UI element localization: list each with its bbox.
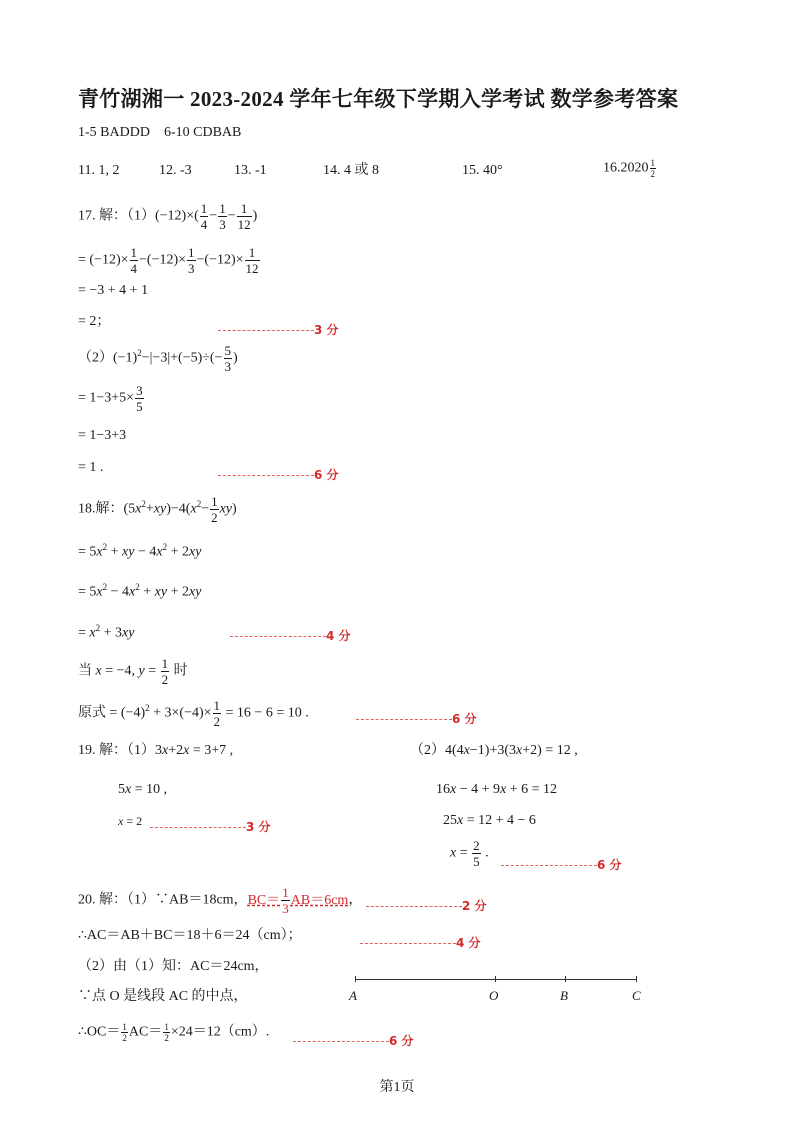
- q19-line1: 19. 解：（1）3x+2x = 3+7 ,: [78, 743, 234, 758]
- q18-line4: = $x^2 + 3xy$: [78, 623, 135, 641]
- point-label-c: C: [632, 988, 641, 1003]
- q17-head: 17. 解：（1）: [78, 208, 155, 224]
- q17-end1: = 2；: [78, 314, 111, 329]
- q20-result: ×24＝12（cm）.: [170, 1024, 270, 1040]
- score-2: 2 分: [462, 899, 487, 913]
- q18-line2: = $5x^2$ + xy − $4x^2 + 2xy$: [78, 542, 202, 560]
- q20-line4: ∵点 O 是线段 AC 的中点，: [78, 989, 248, 1004]
- q20-line2: ∴AC＝AB＋BC＝18＋6＝24（cm）；: [78, 928, 302, 943]
- q20-given: 20. 解：（1）∵AB＝18cm，: [78, 892, 248, 908]
- score-mark: [366, 897, 487, 915]
- q17-line5: $(2)(-1)^2-|-3|+(-5)\div(-$ $\frac{5}{3}$ ): [78, 343, 238, 374]
- choice-6-10: 6-10 CDBAB: [163, 125, 242, 140]
- score-4: 4 分: [326, 629, 351, 643]
- q20-oc: ∴OC＝: [78, 1024, 121, 1040]
- q20-ac: AC＝: [128, 1024, 163, 1040]
- fill-16-value: 16.2020: [603, 160, 649, 176]
- score-6: 6 分: [389, 1034, 414, 1048]
- fill-14: 14. 4 或 8: [323, 163, 379, 178]
- q19-line3: x = 2: [118, 814, 143, 828]
- q18-line6: 原式 = $(-4)^2 + 3\times(-4)\times$ $\frac{1}{2}$ = 16 − 6 = 10 .: [78, 698, 309, 729]
- score-3: 3 分: [246, 820, 271, 834]
- q17-line6: = 1−3+5× $\frac{3}{5}$: [78, 383, 143, 414]
- q18-orig: 原式: [78, 705, 106, 721]
- tick-c: [636, 976, 637, 982]
- point-label-a: A: [349, 988, 357, 1003]
- score-mark: [356, 710, 477, 728]
- q18-when2: 时: [173, 663, 188, 679]
- tick-b: [565, 976, 566, 982]
- q17-line1: 17. 解：（1）(−12)×( $\frac{1}{4}$ − $\frac{1}{3}$ − $\frac{1}{12}$ ): [78, 201, 258, 232]
- q19-line7: x = $\frac{2}{5}$ .: [450, 838, 489, 869]
- q19-line2: 5x = 10 ,: [118, 782, 168, 797]
- fill-11: 11. 1, 2: [78, 163, 120, 178]
- score-6: 6 分: [452, 712, 477, 726]
- score-mark: [230, 627, 351, 645]
- point-label-b: B: [560, 988, 568, 1003]
- q19-part2: （2）: [410, 743, 445, 758]
- point-label-o: O: [489, 988, 499, 1003]
- tick-o: [495, 976, 496, 982]
- q19-line6: 25x = 12 + 4 − 6: [443, 813, 536, 828]
- fill-15: 15. 40°: [462, 163, 503, 178]
- q17-line3: = −3 + 4 + 1: [78, 283, 149, 298]
- score-3: 3 分: [314, 323, 339, 337]
- score-6: 6 分: [314, 468, 339, 482]
- q18-when: 当: [78, 663, 92, 679]
- fill-12: 12. -3: [159, 163, 192, 178]
- q18-line3: = $5x^2 - 4x^2$ + xy + 2xy: [78, 582, 202, 600]
- q19-line4: （2）4(4x−1)+3(3x+2) = 12 ,: [410, 743, 578, 758]
- q19-line5: 16x − 4 + 9x + 6 = 12: [436, 782, 558, 797]
- score-4: 4 分: [456, 936, 481, 950]
- score-mark: [360, 934, 481, 952]
- fraction: $\frac{1}{2}$: [650, 158, 655, 179]
- q20-bc-annotation: BC＝ $\frac{1}{3}$ AB＝6cm: [247, 885, 349, 916]
- score-mark: [501, 856, 622, 874]
- score-mark: [218, 466, 339, 484]
- page-title: 青竹湖湘一 2023-2024 学年七年级下学期入学考试 数学参考答案: [78, 87, 679, 111]
- q20-line1: 20. 解：（1）∵AB＝18cm，BC＝ $\frac{1}{3}$ AB＝6cm，: [78, 885, 363, 916]
- q17-end2: = 1 .: [78, 460, 104, 475]
- q18-head: 18.解：: [78, 501, 124, 517]
- fill-16: [603, 158, 657, 179]
- q20-line3: （2）由（1）知：AC＝24cm，: [78, 959, 269, 974]
- q18-line5: 当 x = −4, y = $\frac{1}{2}$ 时: [78, 656, 188, 687]
- score-mark: [150, 818, 271, 836]
- tick-a: [355, 976, 356, 982]
- page-number: 第1页: [379, 1080, 415, 1095]
- q17-line2: = (−12)× $\frac{1}{4}$ −(−12)× $\frac{1}{3}$ −(−12)× $\frac{1}{12}$: [78, 245, 259, 276]
- q17-part2: （2）: [78, 350, 113, 366]
- choice-1-5: 1-5 BADDD: [78, 125, 150, 140]
- choice-answers: [78, 124, 241, 142]
- score-mark: [218, 321, 339, 339]
- q18-line1: 18.解：$(5x^2+xy)-4(x^2-$ $\frac{1}{2}$ xy): [78, 494, 237, 525]
- q19-head: 19. 解：（1）: [78, 743, 155, 758]
- q20-line5: ∴OC＝ $\frac{1}{2}$ AC＝ $\frac{1}{2}$ ×24＝12（cm）.: [78, 1022, 270, 1043]
- q17-line7: = 1−3+3: [78, 428, 127, 443]
- score-6: 6 分: [597, 858, 622, 872]
- segment-ac: [355, 979, 637, 980]
- fill-13: 13. -1: [234, 163, 267, 178]
- score-mark: [293, 1032, 414, 1050]
